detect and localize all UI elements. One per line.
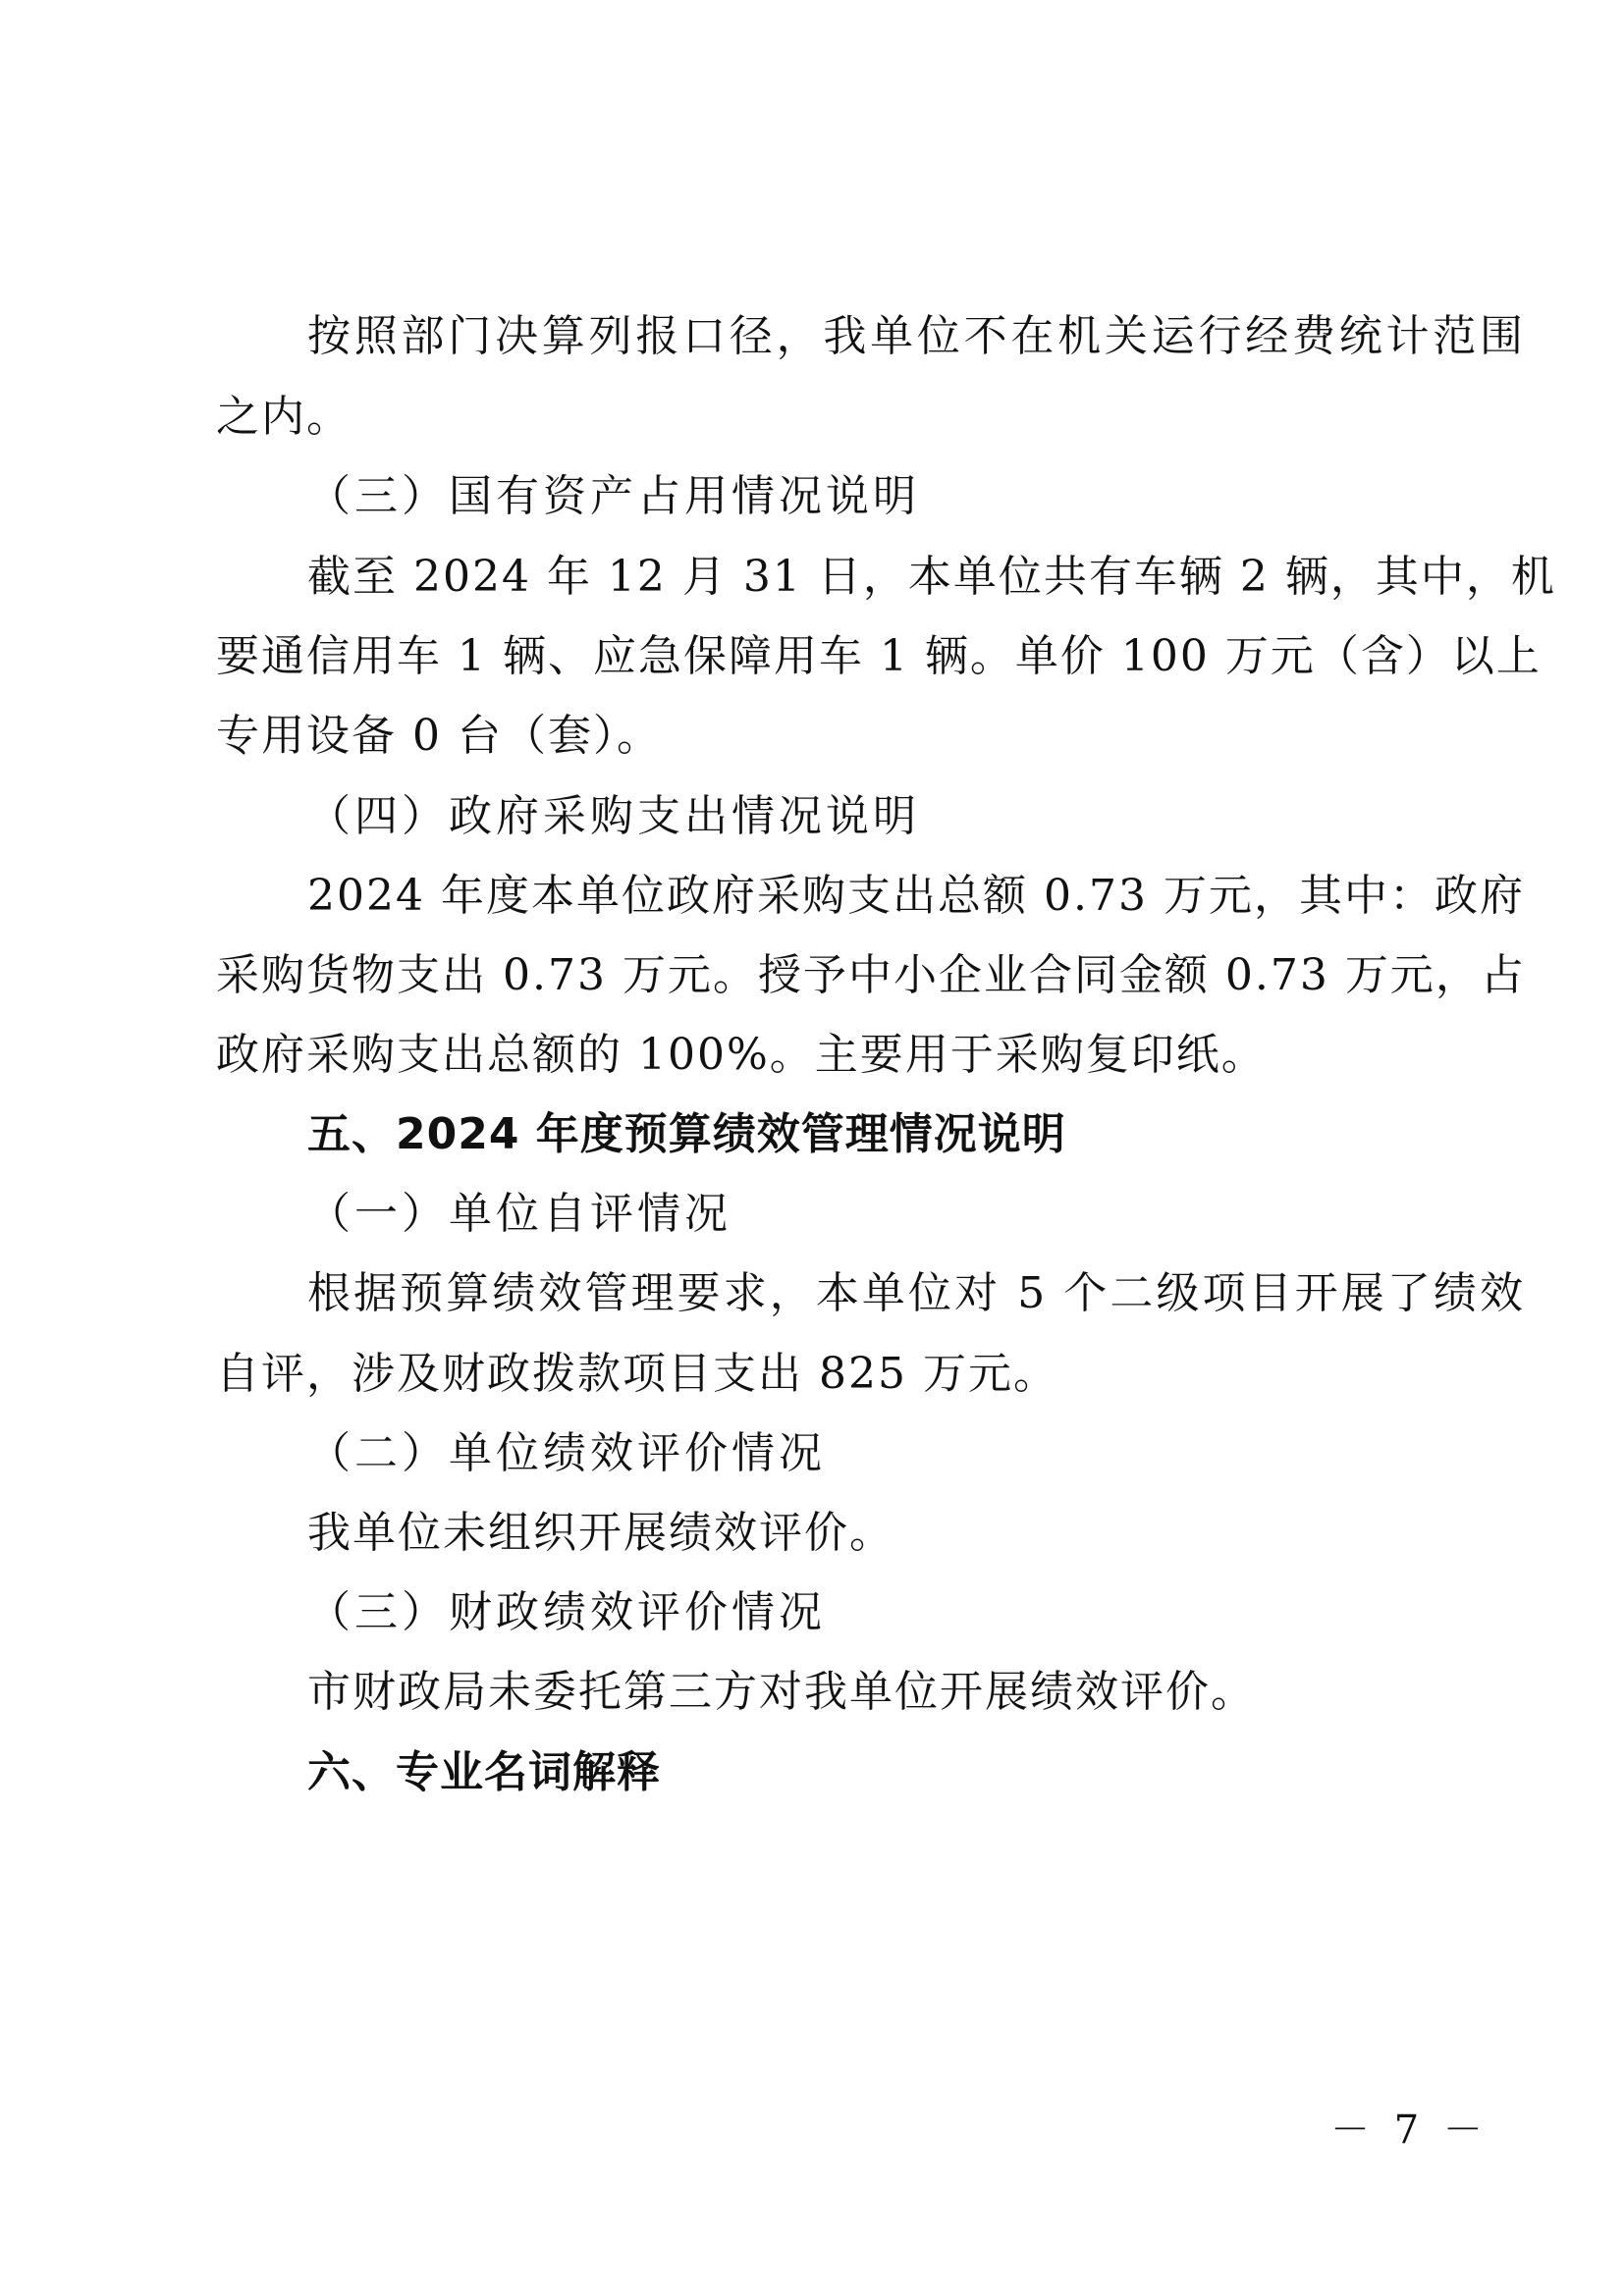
paragraph-line: 根据预算绩效管理要求，本单位对 5 个二级项目开展了绩效: [307, 1268, 1525, 1318]
paragraph-line: 截至 2024 年 12 月 31 日，本单位共有车辆 2 辆，其中，机: [307, 552, 1556, 602]
section-heading: 六、专业名词解释: [307, 1747, 661, 1797]
paragraph-line: 之内。: [216, 392, 352, 442]
section-subheading: （四）政府采购支出情况说明: [307, 791, 920, 841]
section-subheading: （三）国有资产占用情况说明: [307, 471, 920, 521]
paragraph-line: 专用设备 0 台（套）。: [216, 711, 662, 761]
paragraph-line: 2024 年度本单位政府采购支出总额 0.73 万元，其中：政府: [307, 871, 1525, 921]
section-heading: 五、2024 年度预算绩效管理情况说明: [307, 1109, 1066, 1159]
paragraph-line: 自评，涉及财政拨款项目支出 825 万元。: [216, 1349, 1058, 1399]
section-subheading: （一）单位自评情况: [307, 1189, 731, 1239]
paragraph-line: 政府采购支出总额的 100%。主要用于采购复印纸。: [216, 1030, 1267, 1080]
paragraph-line: 按照部门决算列报口径，我单位不在机关运行经费统计范围: [307, 311, 1525, 361]
paragraph-line: 要通信用车 1 辆、应急保障用车 1 辆。单价 100 万元（含）以上: [216, 631, 1542, 681]
paragraph-line: 采购货物支出 0.73 万元。授予中小企业合同金额 0.73 万元，占: [216, 950, 1526, 1000]
section-subheading: （三）财政绩效评价情况: [307, 1587, 826, 1637]
paragraph-line: 市财政局未委托第三方对我单位开展绩效评价。: [307, 1667, 1256, 1717]
page-number: － 7 －: [1330, 2108, 1489, 2153]
paragraph-line: 我单位未组织开展绩效评价。: [307, 1508, 894, 1558]
section-subheading: （二）单位绩效评价情况: [307, 1428, 826, 1478]
